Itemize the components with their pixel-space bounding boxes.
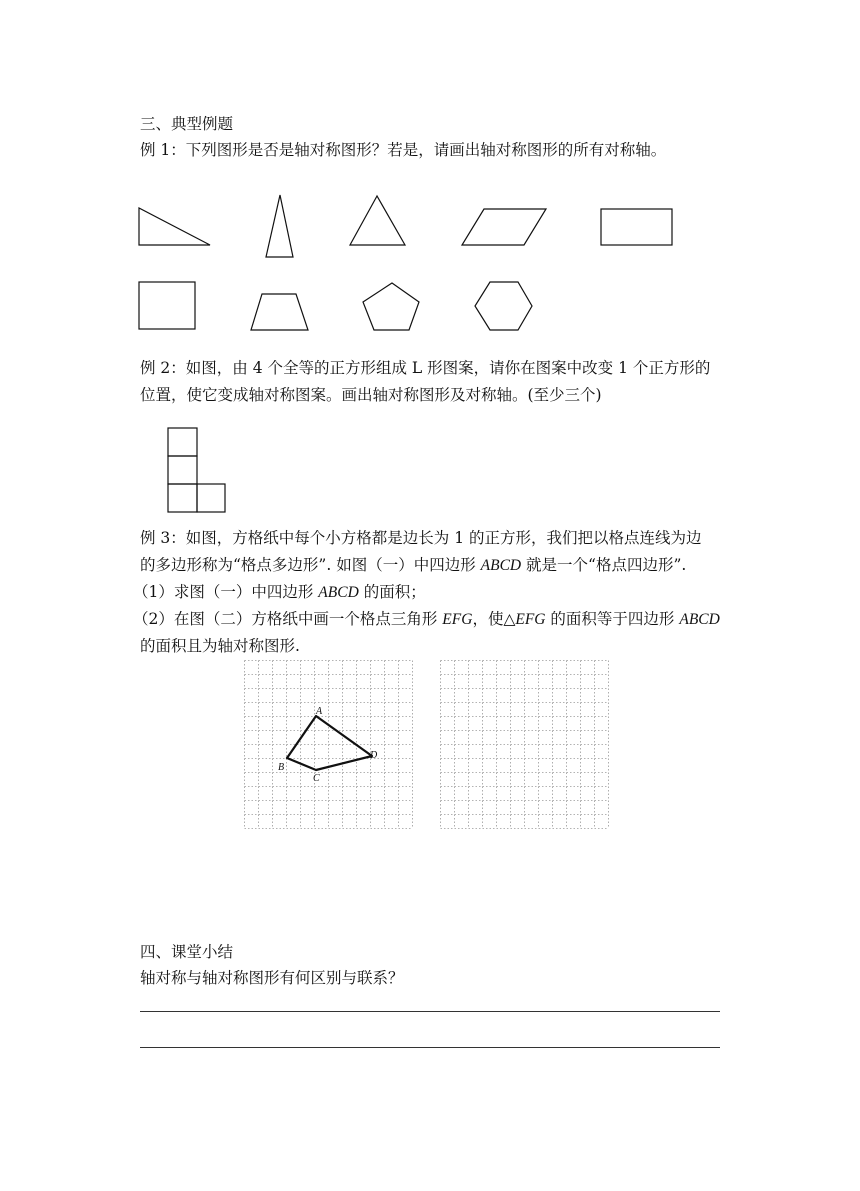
trapezoid-shape — [251, 294, 308, 330]
point-label-c: C — [313, 773, 320, 784]
example-3-question-2: （2）在图（二）方格纸中画一个格点三角形 EFG，使△EFG 的面积等于四边形 ABCD — [133, 610, 720, 628]
example-3-text-line1: 例 3：如图，方格纸中每个小方格都是边长为 1 的正方形，我们把以格点连线为边 — [140, 529, 702, 547]
l-square-top — [168, 428, 197, 456]
quadrilateral-abcd-figure — [244, 660, 414, 830]
section-heading-summary: 四、课堂小结 — [140, 943, 234, 961]
section-heading-examples: 三、典型例题 — [140, 115, 234, 133]
l-square-bottom-left — [168, 484, 197, 512]
l-square-bottom-right — [197, 484, 225, 512]
summary-question: 轴对称与轴对称图形有何区别与联系？ — [140, 969, 404, 987]
l-square-middle — [168, 456, 197, 484]
point-label-a: A — [316, 706, 323, 717]
equilateral-triangle-shape — [350, 196, 405, 245]
pentagon-shape — [363, 283, 419, 330]
point-label-b: B — [278, 762, 285, 773]
quadrilateral-abcd — [287, 716, 372, 770]
rectangle-shape — [601, 209, 672, 245]
square-shape — [139, 282, 195, 329]
example-2-text-line2: 位置，使它变成轴对称图案。画出轴对称图形及对称轴。(至少三个) — [140, 386, 602, 404]
grid-figure-2 — [440, 660, 610, 830]
example-1-text: 例 1：下列图形是否是轴对称图形？若是，请画出轴对称图形的所有对称轴。 — [140, 141, 667, 159]
example-3-text-line2: 的多边形称为“格点多边形”. 如图（一）中四边形 ABCD 就是一个“格点四边形”. — [140, 556, 687, 574]
isosceles-triangle-shape — [266, 195, 293, 257]
example-3-question-2-cont: 的面积且为轴对称图形. — [140, 637, 300, 655]
right-triangle-shape — [139, 208, 210, 245]
answer-line-2 — [140, 1047, 720, 1048]
example-2-text-line1: 例 2：如图，由 4 个全等的正方形组成 L 形图案，请你在图案中改变 1 个正方形的 — [140, 359, 711, 377]
hexagon-shape — [475, 282, 532, 330]
answer-line-1 — [140, 1011, 720, 1012]
point-label-d: D — [370, 750, 378, 761]
example-3-question-1: （1）求图（一）中四边形 ABCD 的面积； — [133, 583, 426, 601]
parallelogram-shape — [462, 209, 546, 245]
